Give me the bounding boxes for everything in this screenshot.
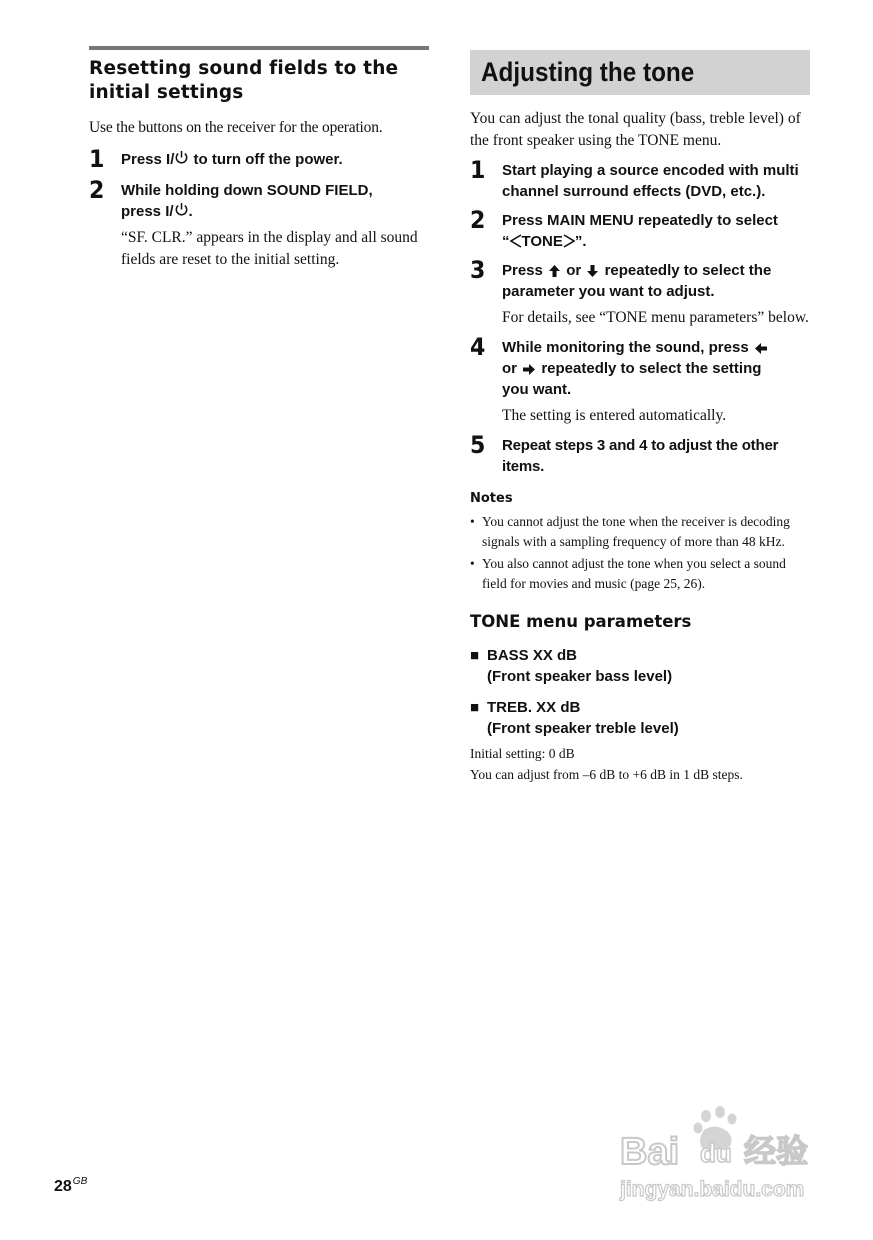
arrow-up-icon	[549, 265, 560, 277]
step-text: Press or repeatedly to select the parameter you want to adjust.	[502, 262, 772, 300]
arrow-right-icon	[523, 364, 535, 375]
intro-text: You can adjust the tonal quality (bass, treble level) of the front speaker using the TONE menu.	[470, 110, 801, 149]
param-name: BASS XX dB	[487, 647, 578, 664]
param-bass	[470, 645, 810, 687]
step-3	[470, 256, 810, 329]
angle-left-icon	[510, 234, 522, 248]
step-number: 4	[470, 333, 486, 361]
arrow-left-icon	[755, 343, 767, 354]
step-2	[470, 206, 810, 252]
step-1	[470, 156, 810, 202]
param-desc: (Front speaker treble level)	[487, 720, 679, 737]
arrow-down-icon	[587, 265, 598, 277]
right-column	[470, 50, 810, 785]
step-number: 3	[470, 256, 486, 284]
step-detail: For details, see “TONE menu parameters” below.	[502, 309, 809, 326]
step-number: 2	[89, 176, 105, 204]
baidu-jingyan-watermark	[612, 1104, 827, 1204]
param-name: TREB. XX dB	[487, 699, 581, 716]
range-text: You can adjust from –6 dB to +6 dB in 1 dB steps.	[470, 767, 743, 782]
square-bullet-icon: ■	[470, 647, 480, 664]
param-desc: (Front speaker bass level)	[487, 668, 673, 685]
step-text: While monitoring the sound, press or repeatedly to select the setting you want.	[502, 337, 810, 400]
watermark-cn: 经验	[744, 1132, 809, 1170]
power-icon	[174, 202, 189, 217]
step-4	[470, 333, 810, 427]
heading-line: Resetting sound fields to the	[89, 58, 399, 79]
step-5	[470, 431, 810, 477]
step-1	[89, 145, 429, 173]
section-heading-reset	[89, 57, 429, 105]
power-icon	[174, 150, 189, 165]
section-title: Adjusting the tone	[481, 57, 695, 87]
angle-right-icon	[563, 234, 575, 248]
step-number: 5	[470, 431, 486, 459]
step-number: 1	[89, 145, 105, 173]
step-number: 1	[470, 156, 486, 184]
initial-setting: Initial setting: 0 dB	[470, 746, 575, 761]
watermark-brand-du: du	[700, 1138, 732, 1168]
step-detail: “SF. CLR.” appears in the display and all sound fields are reset to the initial setting.	[121, 229, 418, 268]
step-text: While holding down SOUND FIELD, press I/ .	[121, 182, 373, 220]
watermark-brand: Bai	[620, 1131, 680, 1173]
step-text: Repeat steps 3 and 4 to adjust the other items.	[502, 437, 779, 475]
heading-line: initial settings	[89, 82, 244, 103]
tone-menu-heading: TONE menu parameters	[470, 612, 692, 631]
watermark-url: jingyan.baidu.com	[620, 1178, 805, 1201]
intro-text: Use the buttons on the receiver for the operation.	[89, 119, 383, 136]
section-rule	[89, 46, 429, 50]
page-suffix: GB	[72, 1176, 88, 1187]
note-item: • You also cannot adjust the tone when you select a sound field for movies and music (page 25, 26).	[470, 554, 810, 594]
square-bullet-icon: ■	[470, 699, 480, 716]
notes-heading: Notes	[470, 491, 513, 506]
step-number: 2	[470, 206, 486, 234]
section-title-box	[470, 50, 810, 95]
left-column	[89, 46, 429, 279]
note-item: • You cannot adjust the tone when the receiver is decoding signals with a sampling frequency of more than 48 kHz.	[470, 512, 810, 552]
page-number: $28^{GB}$	[54, 1176, 88, 1195]
param-treble	[470, 697, 810, 739]
step-text: Press I/ to turn off the power.	[121, 151, 343, 168]
step-detail: The setting is entered automatically.	[502, 407, 727, 424]
step-text: Start playing a source encoded with multi channel surround effects (DVD, etc.).	[502, 162, 799, 200]
step-text: Press MAIN MENU repeatedly to select “ TONE ”.	[502, 212, 778, 250]
step-2	[89, 176, 429, 271]
